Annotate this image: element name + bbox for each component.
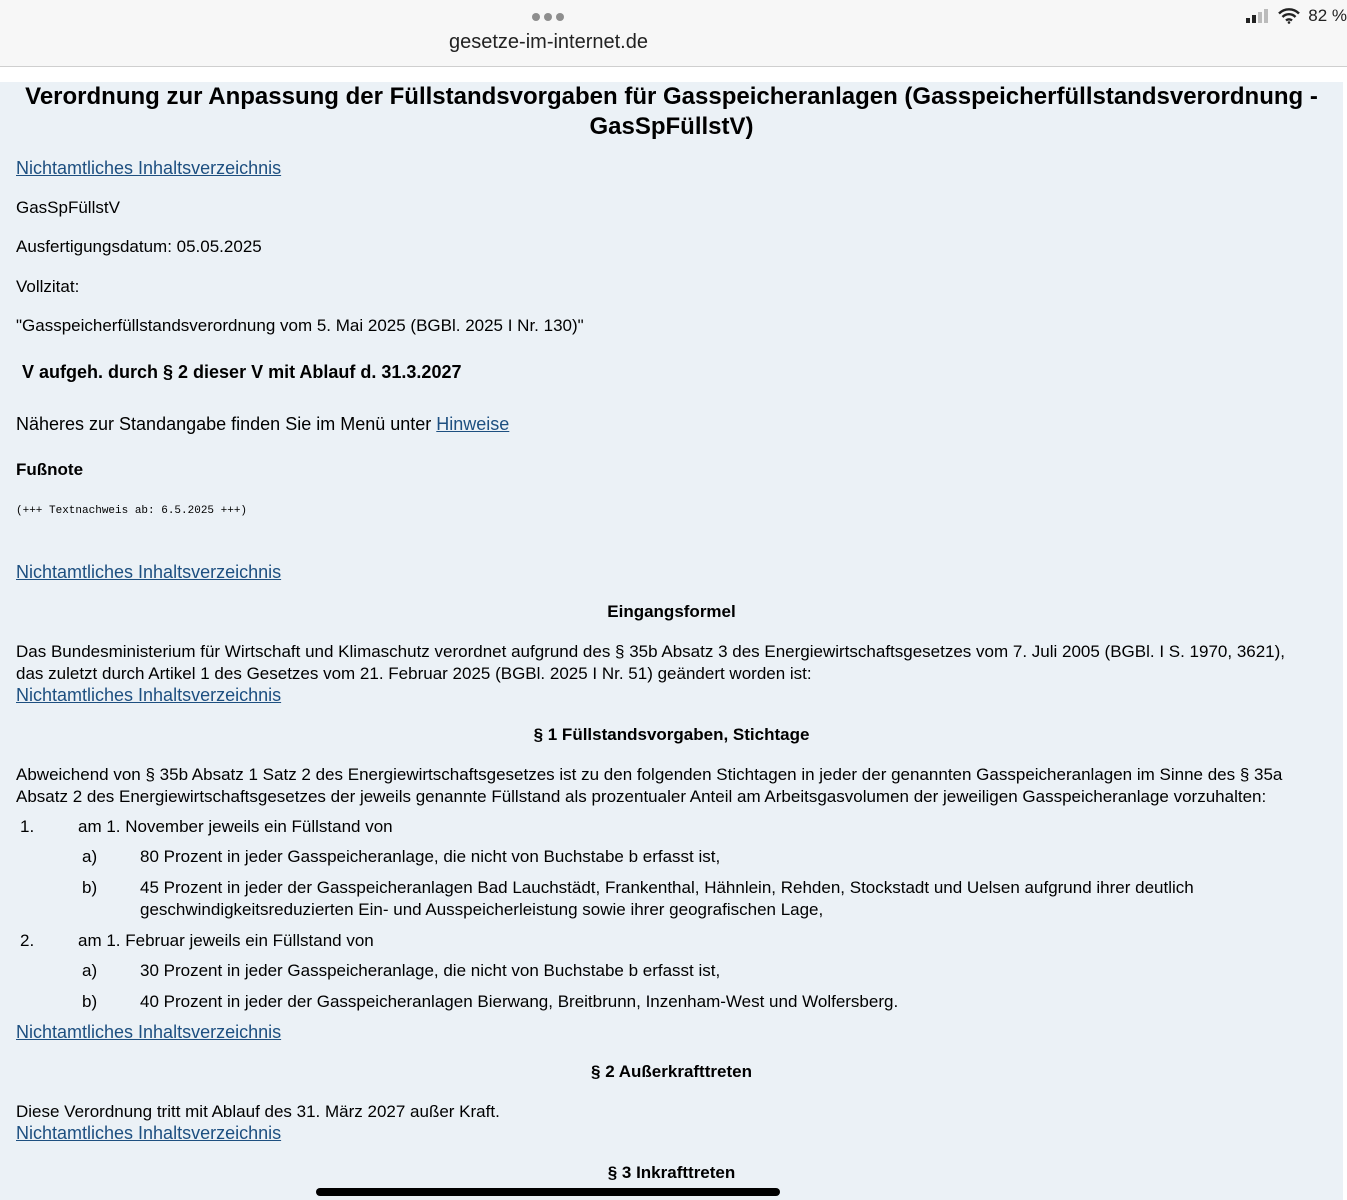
section-1-heading: § 1 Füllstandsvorgaben, Stichtage — [533, 725, 810, 744]
sub-item-label: a) — [82, 847, 98, 866]
sub-item-label: b) — [82, 992, 98, 1011]
section-2-text: Diese Verordnung tritt mit Ablauf des 31. März 2027 außer Kraft. — [16, 1102, 500, 1121]
list-item-number: 2. — [20, 931, 35, 950]
sub-item: 80 Prozent in jeder Gasspeicheranlage, die nicht von Buchstabe b erfasst ist, — [140, 847, 721, 866]
toc-link[interactable]: Nichtamtliches Inhaltsverzeichnis — [16, 685, 282, 705]
list-item-number: 1. — [20, 817, 35, 836]
hinweis-prefix: Näheres zur Standangabe finden Sie im Menü unter — [16, 414, 432, 434]
hinweise-link[interactable]: Hinweise — [436, 414, 510, 434]
toc-link[interactable]: Nichtamtliches Inhaltsverzeichnis — [16, 1123, 282, 1143]
list-item: am 1. Februar jeweils ein Füllstand von — [78, 931, 374, 950]
signal-icon — [1246, 9, 1270, 23]
sub-item-label: b) — [82, 878, 98, 897]
url-label[interactable]: gesetze-im-internet.de — [449, 31, 648, 53]
sub-item: 45 Prozent in jeder der Gasspeicheranlagen Bad Lauchstädt, Frankenthal, Hähnlein, Rehden, Stockstadt und Uelsen aufgrund ihrer deutlich geschwindigkeitsreduzierten Ein- und Ausspeicherleistung sowie ihrer geografischen Lage, — [140, 878, 1194, 919]
footnote-text: (+++ Textnachweis ab: 6.5.2025 +++) — [16, 505, 248, 517]
home-indicator[interactable] — [316, 1188, 780, 1196]
footnote-heading: Fußnote — [16, 460, 84, 479]
battery-level: 82 % — [1308, 6, 1347, 25]
eingangsformel-text: Das Bundesministerium für Wirtschaft und Klimaschutz verordnet aufgrund des § 35b Absatz 3 des Energiewirtschaftsgesetzes vom 7. Juli 2005 (BGBl. I S. 1970, 3621), das zuletzt durch Artikel 1 des Gesetzes vom 21. Februar 2025 (BGBl. 2025 I Nr. 51) geändert worden ist: — [16, 642, 1286, 683]
page-title: Verordnung zur Anpassung der Füllstandsvorgaben für Gasspeicheranlagen (Gasspeicherfüllstandsverordnung - GasSpFüllstV) — [25, 83, 1318, 140]
toc-link[interactable]: Nichtamtliches Inhaltsverzeichnis — [16, 158, 282, 178]
more-dots-icon[interactable] — [532, 13, 564, 21]
status-note: V aufgeh. durch § 2 dieser V mit Ablauf d. 31.3.2027 — [22, 362, 462, 382]
eingangsformel-heading: Eingangsformel — [607, 602, 736, 621]
page-content — [0, 82, 1343, 1200]
toc-link[interactable]: Nichtamtliches Inhaltsverzeichnis — [16, 562, 282, 582]
abbreviation: GasSpFüllstV — [16, 198, 120, 217]
date-line: Ausfertigungsdatum: 05.05.2025 — [16, 237, 262, 256]
vollzitat-text: "Gasspeicherfüllstandsverordnung vom 5. Mai 2025 (BGBl. 2025 I Nr. 130)" — [16, 316, 584, 335]
section-3-heading: § 3 Inkrafttreten — [607, 1163, 736, 1182]
wifi-icon — [1278, 8, 1300, 24]
browser-top-bar — [0, 0, 1347, 67]
sub-item-label: a) — [82, 961, 98, 980]
list-item: am 1. November jeweils ein Füllstand von — [78, 817, 393, 836]
hinweis-line — [16, 414, 509, 435]
status-bar — [1246, 6, 1347, 26]
sub-item: 30 Prozent in jeder Gasspeicheranlage, die nicht von Buchstabe b erfasst ist, — [140, 961, 721, 980]
sub-item: 40 Prozent in jeder der Gasspeicheranlagen Bierwang, Breitbrunn, Inzenham-West und Wolfersberg. — [140, 992, 899, 1011]
section-1-intro: Abweichend von § 35b Absatz 1 Satz 2 des Energiewirtschaftsgesetzes ist zu den folgenden Stichtagen in jeder der genannten Gasspeicheranlagen im Sinne des § 35a Absatz 2 des Energiewirtschaftsgesetzes der jeweils genannte Füllstand als prozentualer Anteil am Arbeitsgasvolumen der jeweiligen Gasspeicheranlage vorzuhalten: — [16, 765, 1283, 806]
section-2-heading: § 2 Außerkrafttreten — [591, 1062, 752, 1081]
vollzitat-label: Vollzitat: — [16, 277, 80, 296]
toc-link[interactable]: Nichtamtliches Inhaltsverzeichnis — [16, 1022, 282, 1042]
